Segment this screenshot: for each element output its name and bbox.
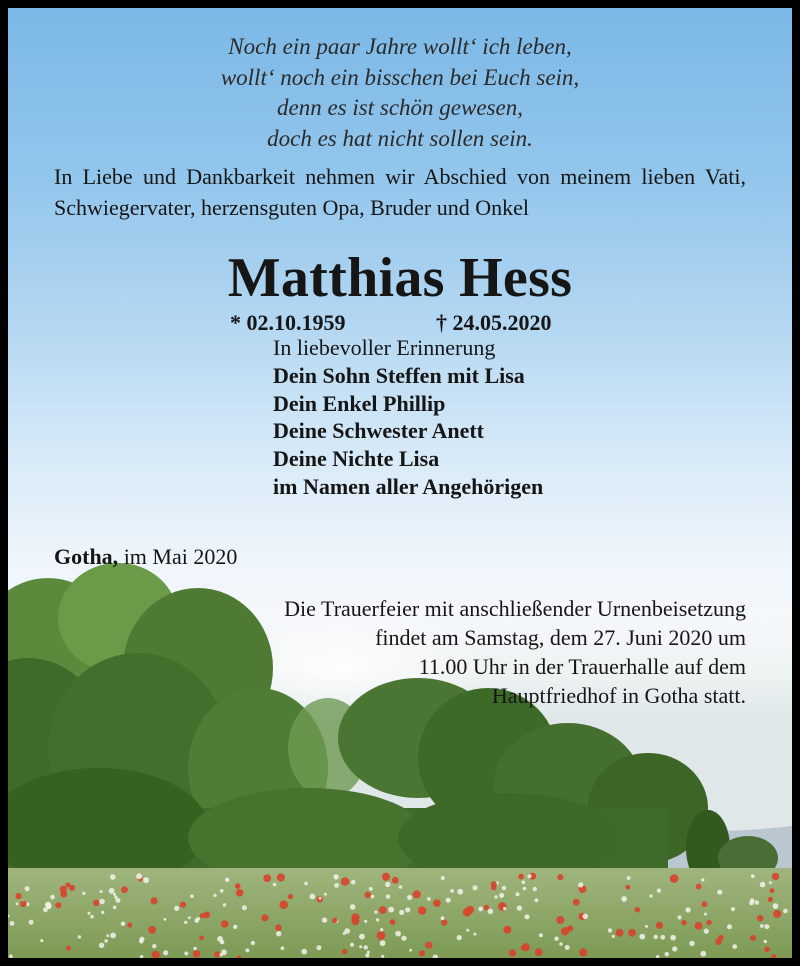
poppy-flower (503, 926, 511, 934)
daisy-flower (783, 909, 788, 914)
daisy-flower (220, 953, 223, 956)
daisy-flower (764, 924, 769, 929)
daisy-flower (245, 948, 249, 952)
mourner-name: Deine Schwester Anett (273, 418, 484, 444)
daisy-flower (769, 881, 772, 884)
daisy-flower (359, 934, 365, 940)
daisy-flower (660, 935, 665, 940)
poppy-flower (261, 914, 268, 921)
daisy-flower (251, 941, 255, 945)
poppy-flower (121, 886, 128, 893)
poppy-flower (433, 899, 441, 907)
poppy-flower (392, 877, 399, 884)
daisy-flower (110, 933, 116, 939)
mourner-name: Dein Enkel Phillip (273, 390, 446, 416)
daisy-flower (367, 951, 370, 954)
daisy-flower (401, 936, 406, 941)
funeral-details (208, 594, 746, 710)
daisy-flower (233, 925, 237, 929)
poppy-flower (382, 873, 390, 881)
daisy-flower (773, 903, 779, 909)
daisy-flower (351, 880, 356, 885)
poppy-flower (681, 920, 686, 925)
daisy-flower (466, 929, 469, 932)
daisy-flower (731, 907, 735, 911)
poppy-flower (235, 883, 241, 889)
daisy-flower (82, 892, 85, 895)
poppy-flower (579, 948, 587, 956)
daisy-flower (301, 949, 307, 955)
poppy-flower (390, 919, 396, 925)
daisy-flower (639, 934, 645, 940)
poppy-flower (151, 897, 158, 904)
daisy-flower (281, 946, 285, 950)
poppy-flower (535, 948, 543, 956)
daisy-flower (78, 935, 81, 938)
poppy-flower (127, 923, 132, 928)
daisy-flower (276, 931, 281, 936)
daisy-flower (704, 913, 707, 916)
daisy-flower (113, 893, 116, 896)
place-date (54, 544, 237, 570)
poem-line: wollt‘ noch ein bisschen bei Euch sein, (220, 64, 580, 90)
poppy-flower (757, 915, 763, 921)
poppy-flower (561, 927, 569, 935)
daisy-flower (184, 952, 188, 956)
daisy-flower (657, 889, 661, 893)
daisy-flower (25, 886, 30, 891)
daisy-flower (764, 940, 768, 944)
poppy-flower (425, 942, 432, 949)
daisy-flower (503, 907, 506, 910)
poppy-flower (15, 893, 21, 899)
daisy-flower (163, 950, 168, 955)
daisy-flower (621, 896, 627, 902)
daisy-flower (9, 954, 13, 958)
daisy-flower (689, 941, 694, 946)
daisy-flower (755, 900, 759, 904)
daisy-flower (322, 917, 327, 922)
daisy-flower (441, 916, 445, 920)
daisy-flower (627, 876, 631, 880)
poppy-flower (342, 949, 348, 955)
obituary-card (8, 8, 792, 958)
daisy-flower (441, 876, 445, 880)
mourner-name: Dein Sohn Steffen mit Lisa (273, 362, 525, 388)
poppy-flower (418, 906, 426, 914)
daisy-flower (90, 915, 94, 919)
daisy-flower (213, 894, 216, 897)
daisy-flower (380, 928, 383, 931)
daisy-flower (395, 931, 401, 937)
daisy-flower (334, 883, 339, 888)
daisy-flower (29, 920, 34, 925)
poppy-flower (65, 883, 70, 888)
poppy-flower (263, 874, 271, 882)
daisy-flower (427, 897, 431, 901)
daisy-flower (554, 937, 558, 941)
mourners-intro: In liebevoller Erinnerung (273, 335, 496, 360)
daisy-flower (457, 935, 462, 940)
daisy-flower (110, 874, 116, 880)
poppy-flower (148, 926, 156, 934)
funeral-line: findet am Samstag, dem 27. Juni 2020 um (375, 625, 746, 650)
poppy-flower (628, 929, 636, 937)
poppy-flower (277, 873, 285, 881)
daisy-flower (473, 933, 476, 936)
poppy-flower (696, 884, 702, 890)
daisy-flower (193, 947, 197, 951)
daisy-flower (174, 906, 179, 911)
daisy-flower (523, 887, 526, 890)
daisy-flower (446, 898, 451, 903)
daisy-flower (539, 933, 543, 937)
poppy-flower (55, 902, 61, 908)
daisy-flower (106, 934, 109, 937)
daisy-flower (760, 924, 764, 928)
poppy-flower (484, 905, 489, 910)
daisy-flower (190, 894, 194, 898)
daisy-flower (99, 943, 104, 948)
daisy-flower (114, 896, 117, 899)
poppy-flower (509, 949, 516, 956)
poppy-flower (441, 919, 447, 925)
daisy-flower (16, 903, 19, 906)
poppy-flower (750, 935, 756, 941)
mourners-list (273, 334, 543, 501)
daisy-flower (104, 939, 108, 943)
poppy-flower (66, 946, 71, 951)
daisy-flower (528, 874, 532, 878)
poppy-flower (770, 888, 775, 893)
poppy-flower (518, 874, 524, 880)
poppy-flower (419, 950, 425, 956)
daisy-flower (365, 953, 369, 957)
poppy-flower (214, 951, 220, 957)
funeral-line: Hauptfriedhof in Gotha statt. (491, 683, 746, 708)
daisy-flower (535, 898, 539, 902)
daisy-flower (751, 874, 755, 878)
daisy-flower (10, 921, 15, 926)
poppy-flower (573, 899, 580, 906)
daisy-flower (333, 874, 338, 879)
poppy-flower (635, 907, 641, 913)
daisy-flower (380, 940, 386, 946)
daisy-flower (388, 907, 394, 913)
poppy-flower (180, 902, 186, 908)
death-date: † 24.05.2020 (436, 310, 552, 335)
poppy-flower (236, 889, 244, 897)
poppy-flower (341, 877, 349, 885)
daisy-flower (670, 935, 676, 941)
daisy-flower (350, 943, 354, 947)
poppy-flower (702, 901, 708, 907)
daisy-flower (450, 889, 454, 893)
poppy-flower (656, 922, 663, 929)
daisy-flower (701, 878, 704, 881)
intro-line: In Liebe und Dankbarkeit nehmen wir Abschied von meinem lieben (54, 164, 696, 189)
poppy-flower (275, 924, 282, 931)
daisy-flower (101, 911, 104, 914)
poppy-flower (706, 920, 711, 925)
poppy-flower (521, 945, 526, 950)
daisy-flower (732, 944, 737, 949)
daisy-flower (488, 909, 494, 915)
daisy-flower (677, 915, 681, 919)
poppy-flower (365, 892, 372, 899)
daisy-flower (316, 945, 321, 950)
poppy-flower (718, 935, 724, 941)
poem-line: Noch ein paar Jahre wollt‘ ich leben, (228, 34, 572, 59)
daisy-flower (760, 882, 766, 888)
daisy-flower (188, 916, 191, 919)
daisy-flower (242, 905, 247, 910)
daisy-flower (457, 889, 463, 895)
poem-line: doch es hat nicht sollen sein. (267, 125, 533, 151)
daisy-flower (645, 925, 648, 928)
daisy-flower (502, 886, 506, 890)
daisy-flower (309, 894, 315, 900)
daisy-flower (304, 882, 308, 886)
daisy-flower (749, 901, 754, 906)
daisy-flower (608, 928, 612, 932)
poppy-flower (193, 950, 201, 958)
daisy-flower (386, 894, 390, 898)
daisy-flower (225, 878, 229, 882)
daisy-flower (499, 893, 504, 898)
poppy-flower (60, 891, 67, 898)
daisy-flower (319, 897, 322, 900)
daisy-flower (704, 929, 709, 934)
birth-date: * 02.10.1959 (230, 310, 346, 335)
place-city: Gotha, (54, 544, 119, 569)
daisy-flower (369, 887, 373, 891)
poppy-flower (772, 873, 779, 880)
daisy-flower (140, 937, 145, 942)
daisy-flower (409, 949, 412, 952)
poppy-flower (20, 901, 27, 908)
daisy-flower (143, 877, 149, 883)
poppy-flower (463, 908, 472, 917)
poppy-flower (279, 900, 288, 909)
daisy-flower (399, 910, 404, 915)
poem (8, 32, 792, 154)
poppy-flower (332, 918, 337, 923)
daisy-flower (364, 945, 368, 949)
daisy-flower (184, 921, 187, 924)
poppy-flower (288, 894, 293, 899)
daisy-flower (478, 907, 483, 912)
poppy-flower (351, 917, 359, 925)
daisy-flower (407, 895, 412, 900)
daisy-flower (113, 906, 117, 910)
daisy-flower (654, 935, 658, 939)
daisy-flower (359, 945, 362, 948)
daisy-flower (40, 939, 43, 942)
poppy-flower (557, 874, 563, 880)
poppy-flower (768, 897, 773, 902)
poppy-flower (556, 916, 564, 924)
daisy-flower (223, 903, 226, 906)
poppy-flower (377, 931, 386, 940)
poppy-flower (670, 874, 679, 883)
poppy-flower (200, 913, 205, 918)
poppy-flower (695, 922, 703, 930)
daisy-flower (194, 918, 199, 923)
poppy-flower (616, 929, 624, 937)
place-month: im Mai 2020 (123, 544, 238, 569)
daisy-flower (522, 881, 526, 885)
daisy-flower (700, 951, 706, 957)
daisy-flower (273, 883, 276, 886)
daisy-flower (381, 955, 384, 958)
daisy-flower (100, 890, 103, 893)
daisy-flower (685, 907, 690, 912)
daisy-flower (45, 902, 51, 908)
daisy-flower (121, 921, 126, 926)
daisy-flower (374, 911, 377, 914)
poem-line: denn es ist schön gewesen, (277, 95, 523, 120)
daisy-flower (583, 914, 589, 920)
daisy-flower (578, 882, 583, 887)
daisy-flower (533, 887, 537, 891)
daisy-flower (152, 944, 156, 948)
daisy-flower (50, 895, 55, 900)
daisy-flower (350, 904, 356, 910)
daisy-flower (324, 893, 327, 896)
poppy-flower (764, 947, 770, 953)
intro-line: Vati, Schwiegervater, herzensguten Opa, Bruder und Onkel (54, 164, 746, 220)
daisy-flower (220, 940, 225, 945)
daisy-flower (515, 892, 519, 896)
funeral-line: 11.00 Uhr in der Trauerhalle auf dem (418, 654, 746, 679)
poppy-flower (221, 920, 229, 928)
daisy-flower (525, 914, 530, 919)
farewell-intro (54, 161, 746, 223)
daisy-flower (99, 899, 105, 905)
poppy-flower (773, 910, 781, 918)
daisy-flower (672, 946, 677, 951)
daisy-flower (109, 888, 115, 894)
daisy-flower (473, 885, 478, 890)
daisy-flower (343, 932, 346, 935)
daisy-flower (87, 912, 90, 915)
daisy-flower (612, 935, 615, 938)
daisy-flower (399, 885, 403, 889)
daisy-flower (559, 942, 563, 946)
poppy-flower (625, 885, 630, 890)
daisy-flower (364, 920, 367, 923)
daisy-flower (494, 895, 497, 898)
poppy-flower (379, 906, 387, 914)
mourner-name: im Namen aller Angehörigen (273, 473, 544, 499)
daisy-flower (220, 889, 224, 893)
daisy-flower (136, 873, 142, 879)
daisy-flower (405, 907, 410, 912)
daisy-flower (665, 952, 669, 956)
daisy-flower (649, 894, 652, 897)
poppy-flower (93, 900, 99, 906)
funeral-line: Die Trauerfeier mit anschließender Urnenbeisetzung (284, 596, 746, 621)
daisy-flower (565, 945, 570, 950)
daisy-flower (376, 918, 379, 921)
poppy-flower (491, 885, 497, 891)
deceased-name: Matthias Hess (227, 247, 573, 309)
poppy-flower (413, 890, 421, 898)
daisy-flower (385, 882, 390, 887)
daisy-flower (371, 895, 375, 899)
daisy-flower (517, 905, 522, 910)
daisy-flower (164, 918, 167, 921)
mourner-name: Deine Nichte Lisa (273, 446, 440, 472)
daisy-flower (717, 890, 722, 895)
poppy-flower (199, 936, 204, 941)
daisy-flower (727, 924, 732, 929)
